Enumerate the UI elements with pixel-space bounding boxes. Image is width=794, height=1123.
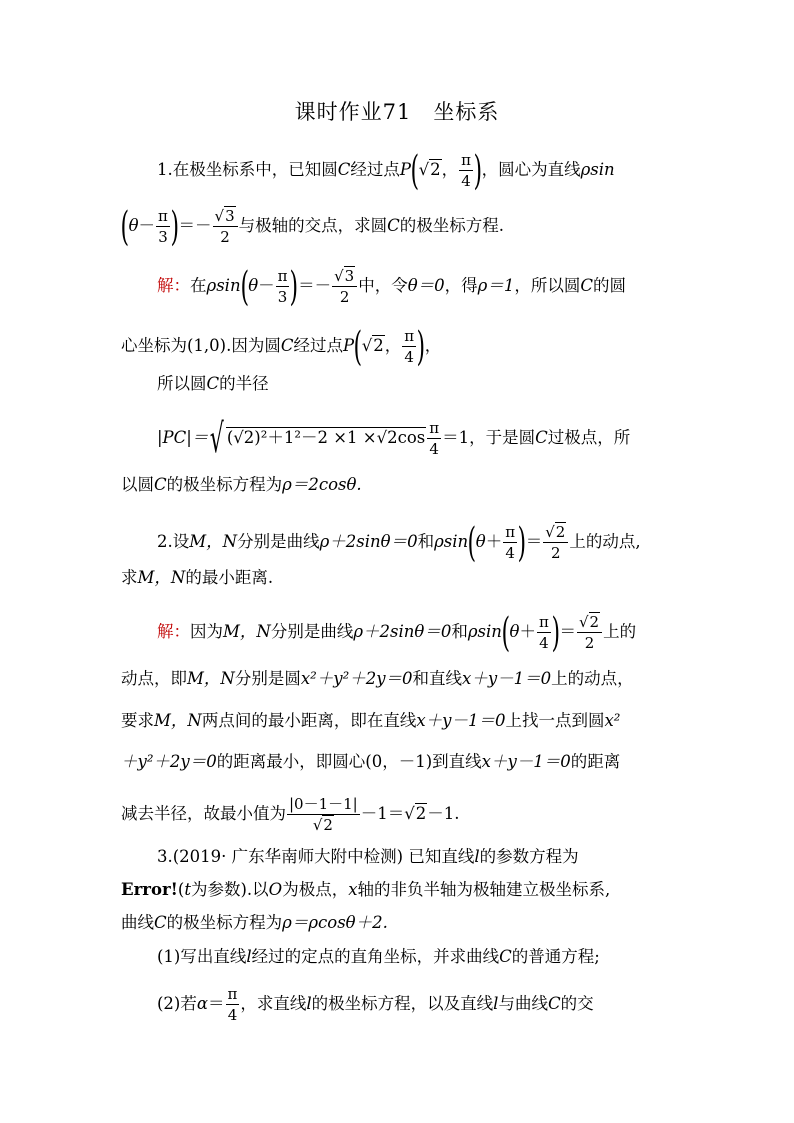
problem-1-line-2: (θ－ $\frac{\pi}{3}$ )＝－ $\frac{√3}{2}$ 与极轴的交点，求圆C的极坐标方程. [120, 203, 504, 250]
problem-2-line-2: 求M，N的最小距离. [121, 568, 274, 587]
problem-3-line-3: 曲线C的极坐标方程为ρ＝ρcosθ＋2. [121, 913, 388, 932]
solution-1-line-4: |PC|＝√ (√2)²＋1²－2 ×1 ×√2cos $\frac{\pi}{4}$ ＝1，于是圆C过极点，所 [157, 415, 631, 462]
solution-2-line-1: 解：因为M，N分别是曲线ρ＋2sinθ＝0和ρsin(θ＋ $\frac{\pi}{4}$ )＝ $\frac{√2}{2}$ 上的 [157, 609, 637, 656]
problem-2-line-1: 2.设M，N分别是曲线ρ＋2sinθ＝0和ρsin(θ＋ $\frac{\pi}{4}$ )＝ $\frac{√2}{2}$ 上的动点, [157, 519, 641, 566]
solution-2-line-3: 要求M，N两点间的最小距离，即在直线x＋y－1＝0上找一点到圆x² [121, 711, 621, 730]
solution-2-line-4: ＋y²＋2y＝0的距离最小，即圆心(0，－1)到直线x＋y－1＝0的距离 [121, 752, 621, 771]
solution-2-line-2: 动点，即M，N分别是圆x²＋y²＋2y＝0和直线x＋y－1＝0上的动点， [121, 669, 634, 688]
solution-1-line-1: 解：在ρsin(θ－ $\frac{\pi}{3}$ )＝－ $\frac{√3}{2}$ 中，令θ＝0，得ρ＝1，所以圆C的圆 [157, 263, 626, 310]
problem-3-line-2: Error!(t为参数).以O为极点，x轴的非负半轴为极轴建立极坐标系, [121, 880, 611, 899]
solution-1-line-3: 所以圆C的半径 [157, 374, 269, 393]
problem-3-question-2: (2)若α＝ $\frac{\pi}{4}$ ，求直线l的极坐标方程，以及直线l与曲线C的交 [157, 985, 594, 1024]
page-title: 课时作业71 坐标系 [294, 100, 500, 124]
solution-1-line-2: 心坐标为(1,0).因为圆C经过点P(√2， $\frac{\pi}{4}$ )， [121, 323, 442, 370]
problem-1-line-1: 1.在极坐标系中，已知圆C经过点P(√2， $\frac{\pi}{4}$ )，圆心为直线ρsin [157, 147, 615, 194]
problem-3-question-1: (1)写出直线l经过的定点的直角坐标，并求曲线C的普通方程; [157, 947, 600, 966]
problem-3-line-1: 3.(2019· 广东华南师大附中检测) 已知直线l的参数方程为 [157, 847, 579, 866]
solution-2-line-5: 减去半径，故最小值为 $\frac{|0-1-1|}{√2}$ －1＝√2－1. [121, 795, 460, 834]
solution-1-line-5: 以圆C的极坐标方程为ρ＝2cosθ. [121, 475, 362, 494]
